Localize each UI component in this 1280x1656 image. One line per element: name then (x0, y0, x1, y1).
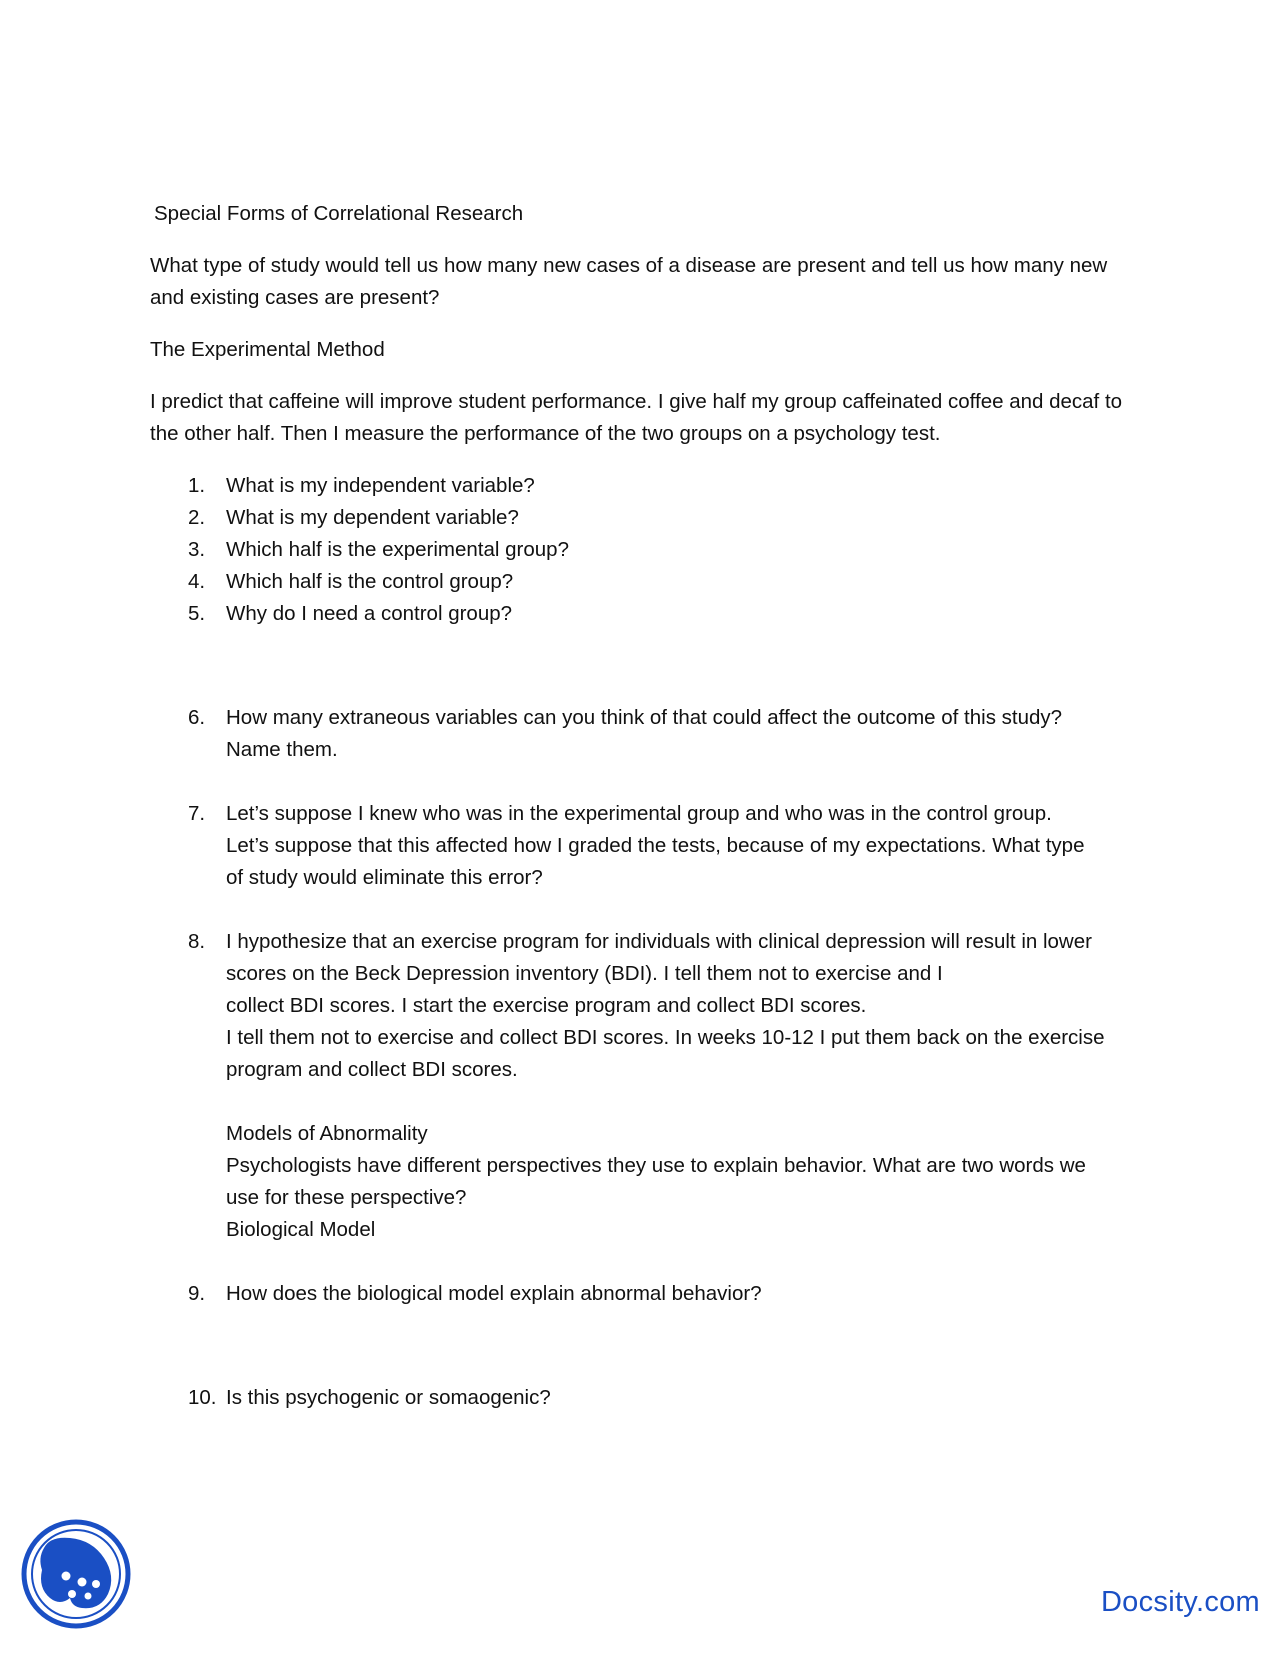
document-body (150, 198, 1130, 1414)
question-text: Which half is the experimental group? (226, 538, 569, 561)
intro-question: What type of study would tell us how many new cases of a disease are present and tell us how many new and existing cases are present? (150, 254, 1108, 309)
question-number: 2. (188, 506, 206, 529)
spacer (226, 1086, 1130, 1118)
question-number: 8. (188, 930, 206, 953)
question-text: What is my dependent variable? (226, 506, 519, 529)
question-number: 6. (188, 706, 206, 729)
spacer (150, 630, 1130, 702)
question-text: Why do I need a control group? (226, 602, 513, 625)
question-list (150, 470, 1130, 1414)
spacer (150, 894, 1130, 926)
question-text: Is this psychogenic or somaogenic? (226, 1386, 551, 1409)
question-number: 1. (188, 474, 206, 497)
question-item (150, 1278, 1130, 1310)
question-number: 4. (188, 570, 206, 593)
question-item (150, 798, 1130, 894)
question-item (150, 534, 1130, 566)
question-number: 7. (188, 802, 206, 825)
question-text-line: collect BDI scores. I start the exercise program and collect BDI scores. (226, 994, 867, 1017)
scenario-paragraph: I predict that caffeine will improve student performance. I give half my group caffeinated coffee and decaf to the other half. Then I measure the performance of the two groups on a psychology test. (150, 390, 1123, 445)
question-item (150, 926, 1130, 1246)
site-name-link[interactable]: Docsity.com (1100, 1586, 1260, 1618)
question-text: What is my independent variable? (226, 474, 535, 497)
models-subheading: Biological Model (226, 1218, 376, 1241)
models-text-line: Psychologists have different perspectives they use to explain behavior. What are two words we (226, 1154, 1086, 1177)
question-text-line: I tell them not to exercise and collect BDI scores. In weeks 10-12 I put them back on the exercise (226, 1026, 1105, 1049)
question-text-line: of study would eliminate this error? (226, 866, 543, 889)
question-text-line: Name them. (226, 738, 338, 761)
spacer (150, 1246, 1130, 1278)
question-number: 9. (188, 1282, 206, 1305)
question-text-line: Let’s suppose I knew who was in the experimental group and who was in the control group. (226, 802, 1052, 825)
question-number: 3. (188, 538, 206, 561)
question-item (150, 566, 1130, 598)
spacer (150, 1310, 1130, 1382)
question-item (150, 1382, 1130, 1414)
document-heading: Special Forms of Correlational Research (154, 202, 524, 225)
question-text-line: program and collect BDI scores. (226, 1058, 518, 1081)
question-item (150, 598, 1130, 630)
question-number: 5. (188, 602, 206, 625)
question-text-line: How many extraneous variables can you think of that could affect the outcome of this study? (226, 706, 1063, 729)
question-text-line: I hypothesize that an exercise program for individuals with clinical depression will result in lower (226, 930, 1092, 953)
section-title: The Experimental Method (150, 338, 385, 361)
docsity-logo-graphic (20, 1518, 132, 1630)
models-heading: Models of Abnormality (226, 1122, 428, 1145)
question-text-line: Let’s suppose that this affected how I graded the tests, because of my expectations. What type (226, 834, 1085, 857)
question-text-line: scores on the Beck Depression inventory (BDI). I tell them not to exercise and I (226, 962, 943, 985)
question-item (150, 470, 1130, 502)
docsity-logo-icon[interactable] (20, 1518, 132, 1630)
question-item (150, 702, 1130, 766)
question-item (150, 502, 1130, 534)
spacer (150, 766, 1130, 798)
question-number: 10. (188, 1386, 217, 1409)
question-text: How does the biological model explain abnormal behavior? (226, 1282, 762, 1305)
question-text: Which half is the control group? (226, 570, 514, 593)
models-text-line: use for these perspective? (226, 1186, 467, 1209)
